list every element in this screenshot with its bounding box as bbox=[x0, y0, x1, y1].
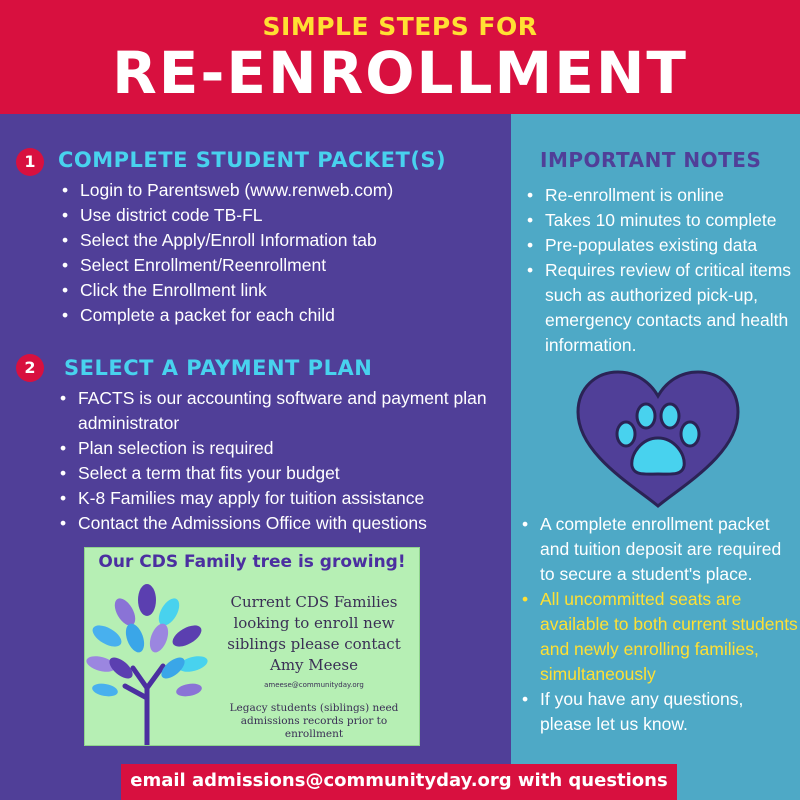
notes-title: IMPORTANT NOTES bbox=[540, 148, 762, 172]
header-banner bbox=[0, 0, 800, 114]
notes-list-2 bbox=[518, 512, 798, 737]
step-2-title: SELECT A PAYMENT PLAN bbox=[64, 356, 373, 380]
step-2-list bbox=[56, 386, 496, 536]
step-1-title: COMPLETE STUDENT PACKET(S) bbox=[58, 148, 447, 172]
notes-list bbox=[523, 183, 795, 358]
list-item: • FACTS is our accounting software and payment plan administrator bbox=[56, 386, 496, 436]
step-1-list bbox=[58, 178, 498, 328]
list-item: • Select the Apply/Enroll Information tab bbox=[58, 228, 498, 253]
list-item: • Plan selection is required bbox=[56, 436, 496, 461]
header-subtitle: SIMPLE STEPS FOR bbox=[262, 12, 538, 41]
step-2-badge: 2 bbox=[16, 354, 44, 382]
flyer-title: Our CDS Family tree is growing! bbox=[98, 552, 406, 572]
list-item: • Complete a packet for each child bbox=[58, 303, 498, 328]
list-item: • Click the Enrollment link bbox=[58, 278, 498, 303]
list-item: • Re-enrollment is online bbox=[523, 183, 795, 208]
list-item: • Pre-populates existing data bbox=[523, 233, 795, 258]
family-tree-icon bbox=[85, 578, 215, 745]
header-title: RE-ENROLLMENT bbox=[112, 39, 688, 107]
list-item: • Requires review of critical items such as authorized pick-up, emergency contacts and health information. bbox=[523, 258, 795, 358]
list-item: • Contact the Admissions Office with questions bbox=[56, 511, 496, 536]
list-item: • Select Enrollment/Reenrollment bbox=[58, 253, 498, 278]
footer-banner: email admissions@communityday.org with questions bbox=[121, 764, 677, 800]
list-item: • A complete enrollment packet and tuition deposit are required to secure a student's place. bbox=[518, 512, 798, 587]
flyer-email: ameese@communityday.org bbox=[264, 681, 364, 689]
list-item: • If you have any questions, please let us know. bbox=[518, 687, 798, 737]
step-1-badge: 1 bbox=[16, 148, 44, 176]
list-item: • Use district code TB-FL bbox=[58, 203, 498, 228]
list-item-highlight: • All uncommitted seats are available to both current students and newly enrolling families, simultaneously bbox=[518, 587, 798, 687]
list-item: • K-8 Families may apply for tuition assistance bbox=[56, 486, 496, 511]
list-item: • Login to Parentsweb (www.renweb.com) bbox=[58, 178, 498, 203]
paw-heart-icon bbox=[574, 368, 742, 510]
list-item: • Select a term that fits your budget bbox=[56, 461, 496, 486]
list-item: • Takes 10 minutes to complete bbox=[523, 208, 795, 233]
flyer-note: Legacy students (siblings) need admissions records prior to enrollment bbox=[229, 702, 399, 740]
family-tree-flyer bbox=[84, 547, 420, 746]
flyer-body: Current CDS Families looking to enroll new siblings please contact Amy Meese bbox=[227, 593, 401, 674]
